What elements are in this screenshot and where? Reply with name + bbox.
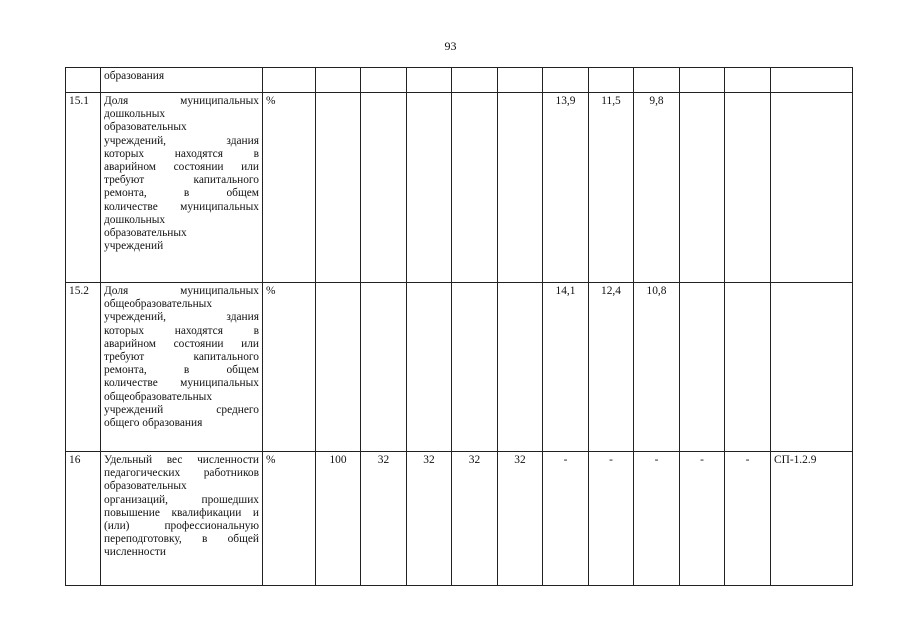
value-cell [725, 68, 771, 93]
description-line: дошкольных [104, 108, 166, 121]
value-cell [589, 68, 634, 93]
description-line: аварийном состоянии или [104, 337, 259, 350]
indicator-description [101, 93, 263, 283]
row-number: 16 [66, 452, 101, 586]
table-row [66, 93, 853, 283]
value-cell [680, 93, 725, 283]
value-cell: 32 [407, 452, 452, 586]
value-cell [725, 283, 771, 452]
table-row [66, 452, 853, 586]
reference-cell [771, 93, 853, 283]
description-line: общего образования [104, 417, 203, 430]
reference-cell: СП-1.2.9 [771, 452, 853, 586]
description-line: образовательных [104, 480, 187, 493]
value-cell: - [543, 452, 589, 586]
value-cell [407, 68, 452, 93]
value-cell [361, 68, 407, 93]
value-cell [680, 283, 725, 452]
description-line: (или) профессиональную [104, 520, 259, 533]
value-cell: - [725, 452, 771, 586]
table-row [66, 283, 853, 452]
description-line: переподготовку, в общей [104, 533, 259, 546]
value-cell [316, 283, 361, 452]
description-line: которых находятся в [104, 324, 259, 337]
description-line: учреждений среднего [104, 403, 259, 416]
value-cell [407, 93, 452, 283]
unit-cell: % [263, 93, 316, 283]
unit-cell: % [263, 283, 316, 452]
row-number [66, 68, 101, 93]
description-line: количестве муниципальных [104, 200, 259, 213]
indicator-description [101, 283, 263, 452]
value-cell: - [680, 452, 725, 586]
description-line: образования [104, 70, 165, 82]
description-line: образовательных [104, 121, 187, 134]
value-cell [725, 93, 771, 283]
value-cell: 14,1 [543, 283, 589, 452]
description-line: общеобразовательных [104, 298, 213, 311]
description-line: Доля муниципальных [104, 285, 259, 297]
value-cell [498, 283, 543, 452]
value-cell: 12,4 [589, 283, 634, 452]
value-cell: 32 [498, 452, 543, 586]
description-line: общеобразовательных [104, 390, 213, 403]
description-line: организаций, прошедших [104, 493, 259, 506]
description-line: Удельный вес численности [104, 454, 259, 466]
table-row [66, 68, 853, 93]
indicator-description [101, 68, 263, 93]
value-cell: 9,8 [634, 93, 680, 283]
value-cell [407, 283, 452, 452]
description-line: ремонта, в общем [104, 187, 259, 200]
value-cell [543, 68, 589, 93]
value-cell: - [589, 452, 634, 586]
value-cell: - [634, 452, 680, 586]
value-cell [361, 93, 407, 283]
description-line: количестве муниципальных [104, 377, 259, 390]
value-cell [680, 68, 725, 93]
description-line: повышение квалификации и [104, 506, 259, 519]
description-line: ремонта, в общем [104, 364, 259, 377]
value-cell: 11,5 [589, 93, 634, 283]
value-cell [361, 283, 407, 452]
value-cell [452, 283, 498, 452]
unit-cell [263, 68, 316, 93]
value-cell [452, 68, 498, 93]
description-line: учреждений, здания [104, 311, 259, 324]
description-line: которых находятся в [104, 147, 259, 160]
value-cell: 32 [452, 452, 498, 586]
value-cell: 32 [361, 452, 407, 586]
value-cell: 13,9 [543, 93, 589, 283]
value-cell [452, 93, 498, 283]
row-number: 15.2 [66, 283, 101, 452]
description-line: Доля муниципальных [104, 95, 259, 107]
description-line: педагогических работников [104, 467, 259, 480]
value-cell [498, 93, 543, 283]
description-line: учреждений [104, 240, 164, 253]
unit-cell: % [263, 452, 316, 586]
description-line: аварийном состоянии или [104, 161, 259, 174]
table-body [66, 68, 853, 586]
description-line: образовательных [104, 227, 187, 240]
value-cell [634, 68, 680, 93]
value-cell: 100 [316, 452, 361, 586]
row-number: 15.1 [66, 93, 101, 283]
reference-cell [771, 68, 853, 93]
value-cell: 10,8 [634, 283, 680, 452]
value-cell [316, 93, 361, 283]
reference-cell [771, 283, 853, 452]
description-line: требуют капитального [104, 351, 259, 364]
value-cell [498, 68, 543, 93]
value-cell [316, 68, 361, 93]
description-line: численности [104, 546, 166, 559]
indicator-table [65, 67, 853, 586]
indicator-description [101, 452, 263, 586]
description-line: требуют капитального [104, 174, 259, 187]
description-line: дошкольных [104, 213, 166, 226]
description-line: учреждений, здания [104, 134, 259, 147]
page-number: 93 [444, 39, 457, 53]
